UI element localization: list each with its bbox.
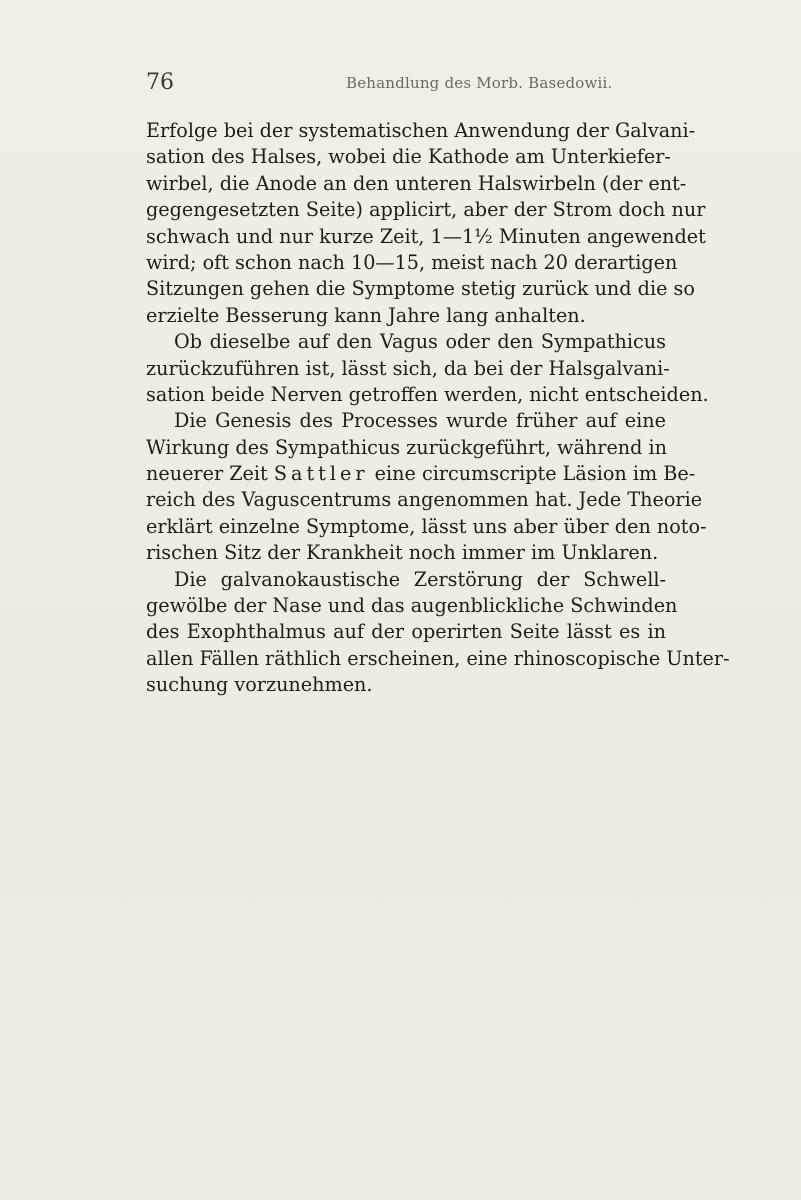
paragraph-1 — [146, 118, 706, 329]
text-line-with-name — [146, 461, 696, 487]
text-line: wirbel, die Anode an den unteren Halswirbeln (der ent- — [146, 171, 687, 195]
text-line: erzielte Besserung kann Jahre lang anhalten. — [146, 303, 586, 327]
text-line: Ob dieselbe auf den Vagus oder den Sympathicus — [174, 330, 666, 354]
page-number: 76 — [146, 70, 174, 95]
text-line: gewölbe der Nase und das augenblickliche Schwinden — [146, 594, 678, 618]
text-line: erklärt einzelne Symptome, lässt uns aber über den noto- — [146, 514, 707, 538]
text-line: schwach und nur kurze Zeit, 1—1½ Minuten angewendet — [146, 224, 706, 248]
page-header — [0, 70, 801, 100]
paragraph-2 — [146, 329, 709, 408]
text-line: sation des Halses, wobei die Kathode am Unterkiefer- — [146, 145, 671, 169]
text-line: zurückzuführen ist, lässt sich, da bei der Halsgalvani- — [146, 356, 670, 380]
paragraph-3 — [146, 408, 707, 566]
text-line: suchung vorzunehmen. — [146, 673, 373, 697]
text-line: Sitzungen gehen die Symptome stetig zurück und die so — [146, 277, 695, 301]
text-line: rischen Sitz der Krankheit noch immer im Unklaren. — [146, 541, 659, 565]
text-line: reich des Vaguscentrums angenommen hat. Jede Theorie — [146, 488, 703, 512]
text-fragment: neuerer Zeit — [146, 462, 268, 486]
text-line: des Exophthalmus auf der operirten Seite lässt es in — [146, 620, 666, 644]
text-fragment: eine circumscripte Läsion im Be- — [374, 462, 696, 486]
text-line: wird; oft schon nach 10—15, meist nach 20 derartigen — [146, 250, 678, 274]
running-head: Behandlung des Morb. Basedowii. — [346, 74, 613, 92]
author-name-spaced: Sattler — [273, 462, 369, 486]
text-line: gegengesetzten Seite) applicirt, aber der Strom doch nur — [146, 198, 706, 222]
text-line: Erfolge bei der systematischen Anwendung der Galvani- — [146, 119, 696, 142]
text-line: Wirkung des Sympathicus zurückgeführt, während in — [146, 435, 668, 459]
text-line: allen Fällen räthlich erscheinen, eine rhinoscopische Unter- — [146, 646, 730, 670]
body-text — [146, 118, 730, 699]
text-line: sation beide Nerven getroffen werden, nicht entscheiden. — [146, 382, 709, 406]
text-line: Die Genesis des Processes wurde früher auf eine — [174, 409, 666, 433]
text-line: Die galvanokaustische Zerstörung der Schwell- — [174, 567, 666, 591]
paragraph-4 — [146, 567, 730, 699]
